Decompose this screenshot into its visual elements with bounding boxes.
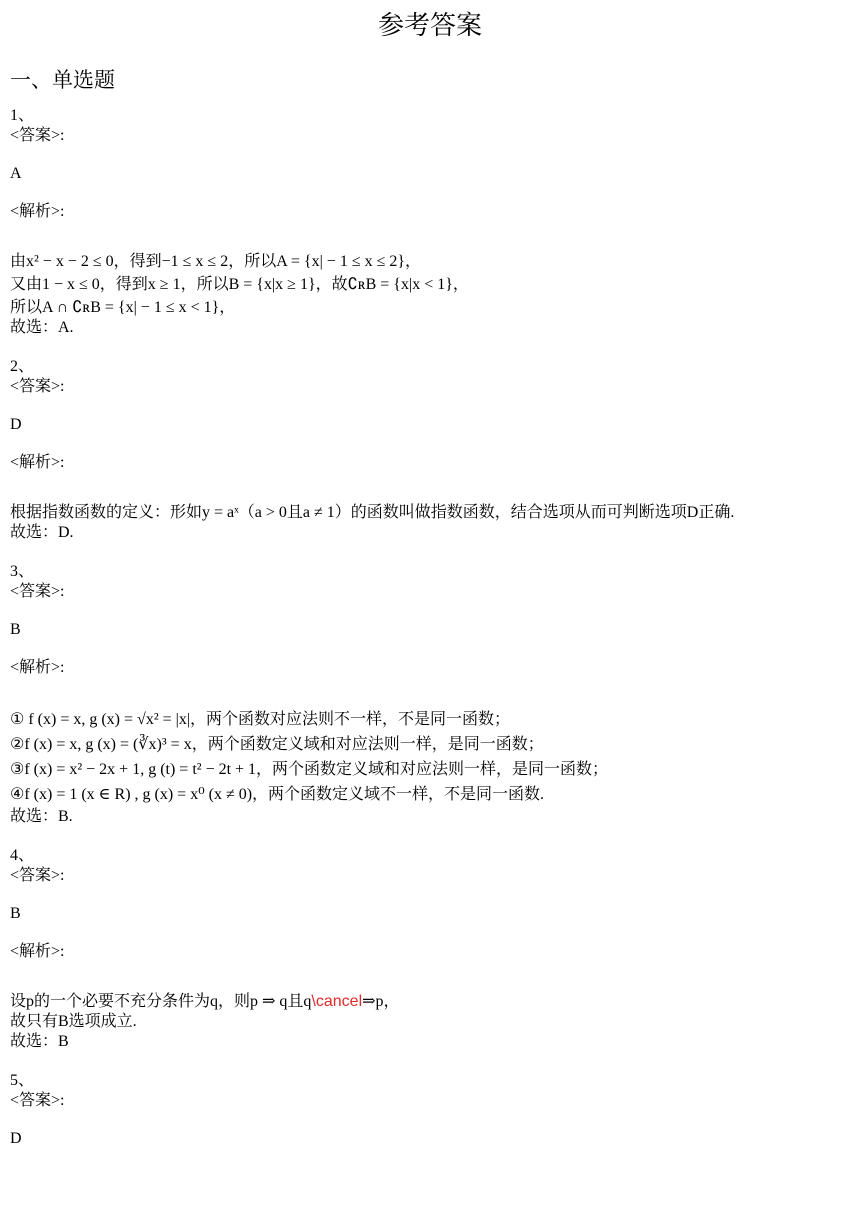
- answer-label: <答案>:: [10, 1092, 65, 1109]
- conclusion-line: 故选：A.: [10, 319, 74, 336]
- answer-value: D: [10, 1130, 22, 1147]
- answer-label: <答案>:: [10, 583, 65, 600]
- conclusion-line: 故选：B: [10, 1033, 69, 1050]
- question-number: 4、: [10, 847, 35, 864]
- answer-value: D: [10, 416, 22, 433]
- analysis-line: ④f (x) = 1 (x ∈ R) , g (x) = x⁰ (x ≠ 0)，两个函数定义域不一样，不是同一函数.: [10, 786, 545, 803]
- analysis-line: 故只有B选项成立.: [10, 1013, 137, 1030]
- answer-document: [10, 0, 850, 1149]
- analysis-label: <解析>:: [10, 203, 65, 220]
- answer-label: <答案>:: [10, 867, 65, 884]
- analysis-line: [10, 992, 850, 1012]
- analysis-line: ③f (x) = x² − 2x + 1, g (t) = t² − 2t + 1，两个函数定义域和对应法则一样，是同一函数；: [10, 761, 609, 778]
- question-number: 2、: [10, 358, 35, 375]
- analysis-label: <解析>:: [10, 943, 65, 960]
- analysis-text: 设p的一个必要不充分条件为q，则p ⇒ q且q: [10, 993, 312, 1010]
- analysis-label: <解析>:: [10, 454, 65, 471]
- analysis-line: 又由1 − x ≤ 0，得到x ≥ 1，所以B = {x|x ≥ 1}，故∁ʀB = {x|x < 1}，: [10, 276, 469, 293]
- analysis-label: <解析>:: [10, 659, 65, 676]
- section-title: 一、单选题: [10, 68, 115, 92]
- question-number: 1、: [10, 107, 35, 124]
- analysis-text: ⇒p，: [362, 993, 400, 1010]
- answer-value: A: [10, 165, 22, 182]
- conclusion-line: 故选：D.: [10, 524, 74, 541]
- analysis-line: 由x² − x − 2 ≤ 0，得到−1 ≤ x ≤ 2，所以A = {x| − 1 ≤ x ≤ 2}，: [10, 253, 422, 270]
- render-error-text: \cancel: [311, 993, 363, 1010]
- question-number: 5、: [10, 1072, 35, 1089]
- answer-value: B: [10, 905, 21, 922]
- answer-label: <答案>:: [10, 127, 65, 144]
- analysis-line: ②f (x) = x, g (x) = (∛x)³ = x，两个函数定义域和对应法则一样，是同一函数；: [10, 736, 544, 753]
- analysis-line: 所以A ∩ ∁ʀB = {x| − 1 ≤ x < 1}，: [10, 299, 236, 316]
- page-title: 参考答案: [377, 11, 482, 41]
- answer-value: B: [10, 621, 21, 638]
- analysis-line: ① f (x) = x, g (x) = √x² = |x|，两个函数对应法则不一样，不是同一函数；: [10, 711, 511, 728]
- question-number: 3、: [10, 563, 35, 580]
- conclusion-line: 故选：B.: [10, 808, 73, 825]
- answer-label: <答案>:: [10, 378, 65, 395]
- analysis-line: 根据指数函数的定义：形如y = aˣ（a > 0且a ≠ 1）的函数叫做指数函数，结合选项从而可判断选项D正确.: [10, 504, 735, 521]
